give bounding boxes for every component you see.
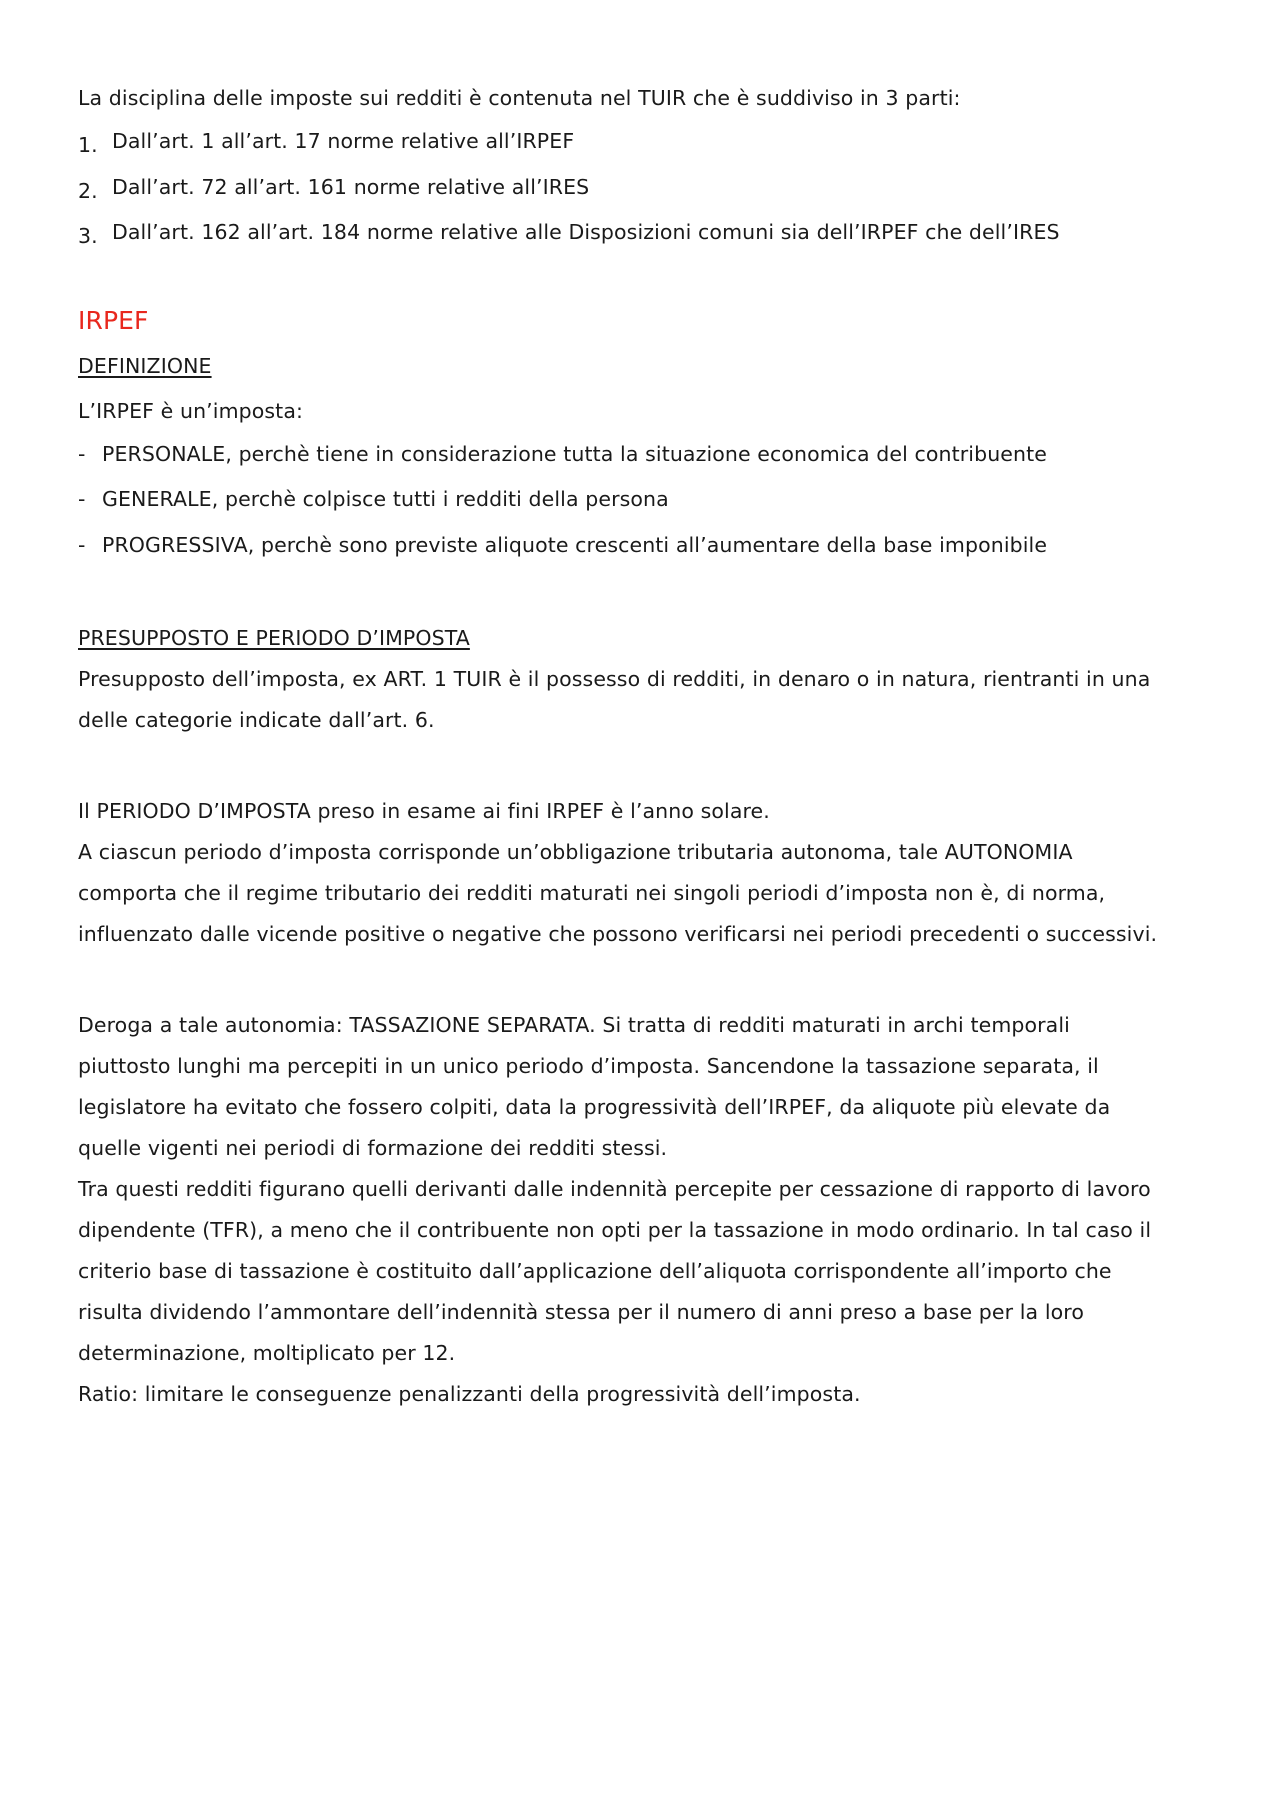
paragraph-line: quelle vigenti nei periodi di formazione dei redditi stessi. bbox=[78, 1136, 668, 1160]
list-number: 1. bbox=[78, 133, 98, 157]
paragraph-line: piuttosto lunghi ma percepiti in un unico periodo d’imposta. Sancendone la tassazione separata, il bbox=[78, 1054, 1099, 1078]
presupposto-heading: PRESUPPOSTO E PERIODO D’IMPOSTA bbox=[78, 626, 470, 650]
paragraph-line: influenzato dalle vicende positive o negative che possono verificarsi nei periodi precedenti o successivi. bbox=[78, 922, 1158, 946]
paragraph-line: legislatore ha evitato che fossero colpiti, data la progressività dell’IRPEF, da aliquote più elevate da bbox=[78, 1095, 1111, 1119]
definizione-lead: L’IRPEF è un’imposta: bbox=[78, 398, 303, 423]
paragraph-line: Deroga a tale autonomia: TASSAZIONE SEPARATA. Si tratta di redditi maturati in archi temporali bbox=[78, 1013, 1070, 1037]
definizione-list bbox=[78, 432, 1208, 569]
list-text: PROGRESSIVA, perchè sono previste aliquote crescenti all’aumentare della base imponibile bbox=[102, 532, 1048, 557]
paragraph-line: Tra questi redditi figurano quelli derivanti dalle indennità percepite per cessazione di rapporto di lavoro bbox=[78, 1177, 1151, 1201]
list-item bbox=[78, 523, 1208, 569]
list-item bbox=[78, 210, 1208, 256]
paragraph-line: risulta dividendo l’ammontare dell’indennità stessa per il numero di anni preso a base per la loro bbox=[78, 1300, 1084, 1324]
list-text: Dall’art. 162 all’art. 184 norme relative alle Disposizioni comuni sia dell’IRPEF che dell’IRES bbox=[112, 220, 1060, 244]
list-text: GENERALE, perchè colpisce tutti i redditi della persona bbox=[102, 487, 669, 511]
parts-list bbox=[78, 119, 1208, 256]
list-item bbox=[78, 165, 1208, 211]
intro-text: La disciplina delle imposte sui redditi è contenuta nel TUIR che è suddiviso in 3 parti: bbox=[78, 86, 961, 110]
list-item bbox=[78, 477, 1208, 523]
list-item bbox=[78, 432, 1208, 478]
paragraph-ratio: Ratio: limitare le conseguenze penalizzanti della progressività dell’imposta. bbox=[78, 1382, 861, 1406]
paragraph-line: criterio base di tassazione è costituito dall’applicazione dell’aliquota corrispondente all’importo che bbox=[78, 1259, 1112, 1283]
definizione-heading: DEFINIZIONE bbox=[78, 353, 212, 378]
document-page bbox=[78, 78, 1208, 1415]
dash-bullet: - bbox=[78, 532, 86, 557]
list-text: Dall’art. 1 all’art. 17 norme relative all’IRPEF bbox=[112, 129, 575, 153]
paragraph-line: determinazione, moltiplicato per 12. bbox=[78, 1341, 456, 1365]
paragraph-tfr bbox=[78, 1169, 1208, 1374]
paragraph-line: Presupposto dell’imposta, ex ART. 1 TUIR è il possesso di redditi, in denaro o in natura, rientranti in una bbox=[78, 667, 1151, 691]
list-text: PERSONALE, perchè tiene in considerazione tutta la situazione economica del contribuente bbox=[102, 441, 1047, 466]
paragraph-line: dipendente (TFR), a meno che il contribuente non opti per la tassazione in modo ordinario. In tal caso il bbox=[78, 1218, 1152, 1242]
section-title-irpef: IRPEF bbox=[78, 305, 149, 335]
paragraph-deroga bbox=[78, 1005, 1208, 1169]
paragraph-autonomia bbox=[78, 832, 1208, 955]
paragraph-periodo: Il PERIODO D’IMPOSTA preso in esame ai fini IRPEF è l’anno solare. bbox=[78, 799, 770, 823]
list-number: 3. bbox=[78, 224, 98, 248]
paragraph-line: comporta che il regime tributario dei redditi maturati nei singoli periodi d’imposta non è, di norma, bbox=[78, 881, 1106, 905]
dash-bullet: - bbox=[78, 487, 86, 511]
paragraph-line: delle categorie indicate dall’art. 6. bbox=[78, 708, 435, 732]
paragraph-presupposto bbox=[78, 659, 1208, 741]
list-item bbox=[78, 119, 1208, 165]
list-text: Dall’art. 72 all’art. 161 norme relative all’IRES bbox=[112, 174, 590, 199]
paragraph-line: A ciascun periodo d’imposta corrisponde un’obbligazione tributaria autonoma, tale AUTONOMIA bbox=[78, 840, 1073, 864]
list-number: 2. bbox=[78, 178, 98, 203]
dash-bullet: - bbox=[78, 441, 86, 466]
